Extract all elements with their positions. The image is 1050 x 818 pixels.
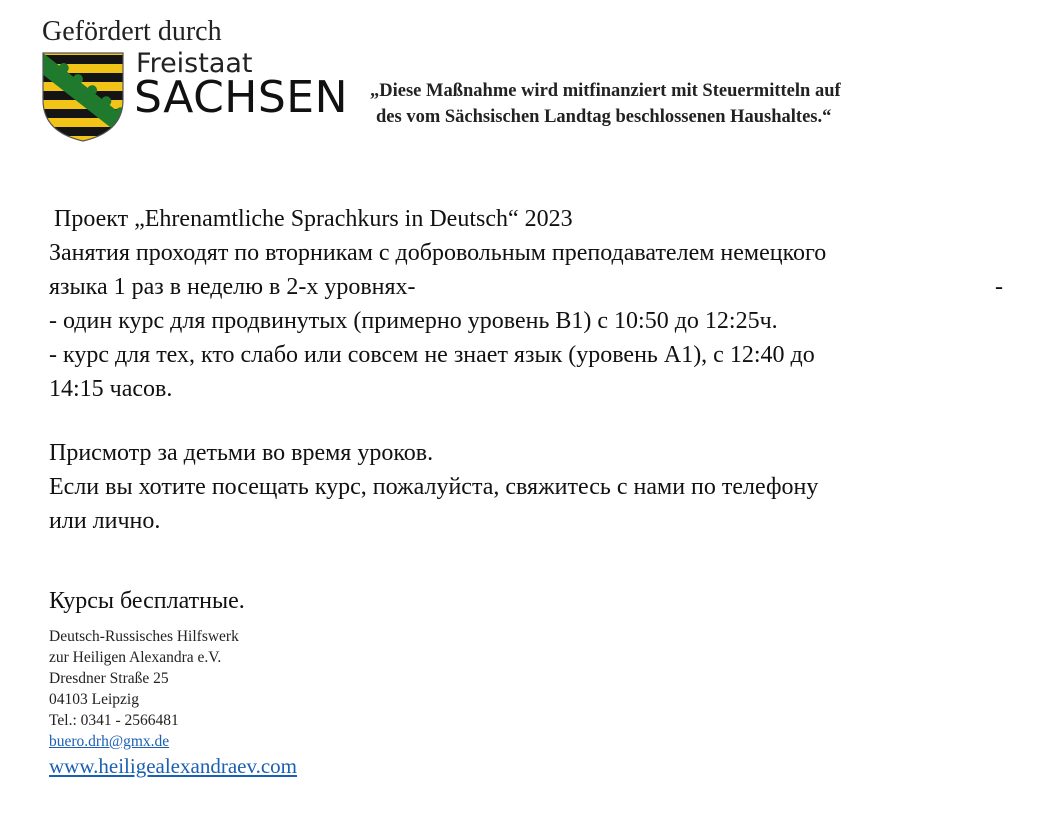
funding-note-line-2: des vom Sächsischen Landtag beschlossenen Haushaltes.“ [376,107,832,127]
city: 04103 Leipzig [49,691,139,708]
schedule-line-1: Занятия проходят по вторникам с добровольным преподавателем немецкого [49,240,827,266]
website-link[interactable]: www.heiligealexandraev.com [49,754,298,778]
childcare-note: Присмотр за детьми во время уроков. [49,440,434,466]
schedule-line-2: языка 1 раз в неделю в 2-х уровнях- [49,274,416,300]
schedule-line-2-wrap [49,270,1009,304]
funding-note [370,78,1010,130]
state-name: SACHSEN [134,72,349,123]
course-beginner-continued: 14:15 часов. [49,376,173,402]
org-name-2: zur Heiligen Alexandra e.V. [49,649,222,666]
free-courses-note: Курсы бесплатные. [49,588,245,614]
funding-note-line-1: „Diese Maßnahme wird mitfinanziert mit Steuermitteln auf [370,81,841,101]
funded-by-label: Gefördert durch [42,16,222,47]
saxony-coat-of-arms-icon [40,50,126,144]
address-block [49,626,297,780]
email-link[interactable]: buero.drh@gmx.de [49,733,170,750]
street: Dresdner Straße 25 [49,670,169,687]
course-advanced: - один курс для продвинутых (примерно уровень B1) с 10:50 до 12:25ч. [49,308,778,334]
course-beginner: - курс для тех, кто слабо или совсем не знает язык (уровень A1), с 12:40 до [49,342,815,368]
phone: Tel.: 0341 - 2566481 [49,712,179,729]
org-name-1: Deutsch-Russisches Hilfswerk [49,628,239,645]
contact-line-1: Если вы хотите посещать курс, пожалуйста, свяжитесь с нами по телефону [49,474,819,500]
state-label: Freistaat [136,48,253,79]
project-title: Проект „Ehrenamtliche Sprachkurs in Deutsch“ 2023 [54,206,573,232]
main-text [49,202,1009,618]
schedule-line-2-dash: - [995,274,1003,300]
contact-line-2: или лично. [49,508,161,534]
